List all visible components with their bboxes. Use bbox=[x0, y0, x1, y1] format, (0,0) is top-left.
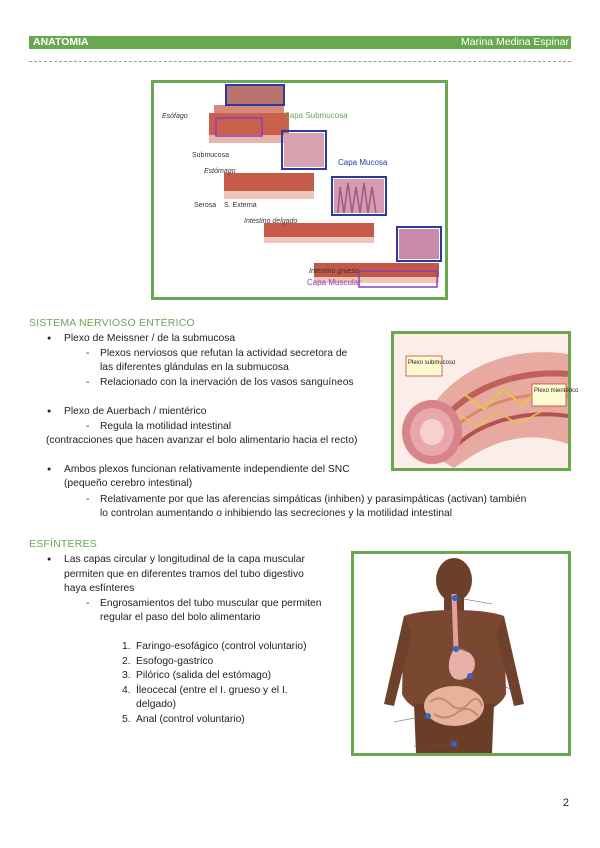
list-item: 3. Pilórico (salida del estómago) bbox=[122, 670, 272, 681]
bullet-capas: ● Las capas circular y longitudinal de la capa muscular bbox=[64, 553, 305, 567]
list-item: 2. Esofogo-gastrico bbox=[122, 655, 214, 667]
label-esofago: Esófago bbox=[162, 113, 188, 120]
digestive-layers-figure bbox=[151, 80, 448, 300]
label-submucosa: Submucosa bbox=[192, 152, 229, 159]
plexos-snc-line2: (pequeño cerebro intestinal) bbox=[64, 478, 193, 489]
enteric-plexus-figure bbox=[391, 331, 579, 471]
plexos-detail-1b: lo controlan aumentando o inhibiendo las secreciones y la motilidad intestinal bbox=[100, 508, 453, 519]
page-number: 2 bbox=[562, 797, 569, 809]
header-author: Marina Medina Espinar bbox=[461, 36, 569, 48]
plexos-detail-1a: - Relativamente por que las aferencias simpáticas (inhiben) y parasimpáticas (activan) también bbox=[100, 493, 526, 507]
list-item: 4. Íleocecal (entre el I. grueso y el I. bbox=[122, 684, 288, 696]
list-item: delgado) bbox=[136, 699, 177, 710]
list-item: 5. Anal (control voluntario) bbox=[122, 713, 245, 725]
meissner-detail-1b: las diferentes glándulas en la submucosa bbox=[100, 362, 289, 373]
label-serosa: Serosa bbox=[194, 202, 217, 209]
bullet-meissner: ● Plexo de Meissner / de la submucosa bbox=[64, 332, 235, 346]
section-title-esfinteres: ESFÍNTERES bbox=[29, 538, 97, 550]
label-estomago: Estómago bbox=[204, 168, 236, 175]
torso-illustration bbox=[354, 554, 568, 753]
meissner-detail-1a: - Plexos nerviosos que refutan la actividad secretora de bbox=[100, 347, 347, 361]
section-title-enteric: SISTEMA NERVIOSO ENTÉRICO bbox=[29, 317, 195, 329]
auerbach-note: (contracciones que hacen avanzar el bolo alimentario hacia el recto) bbox=[46, 435, 358, 446]
engrosamientos-line2: regular el paso del bolo alimentario bbox=[100, 612, 261, 623]
capas-line3: haya esfínteres bbox=[64, 583, 135, 594]
plexus-illustration bbox=[394, 334, 579, 468]
meissner-detail-2: - Relacionado con la inervación de los vasos sanguíneos bbox=[100, 376, 354, 390]
bullet-auerbach: ● Plexo de Auerbach / mientérico bbox=[64, 405, 207, 419]
list-item: 1. Faringo-esofágico (control voluntario) bbox=[122, 641, 307, 652]
sphincter-list bbox=[122, 640, 307, 727]
auerbach-detail-1: - Regula la motilidad intestinal bbox=[100, 420, 231, 434]
label-intestino-delgado: Intestino delgado bbox=[244, 218, 298, 225]
label-s-externa: S. Externa bbox=[224, 202, 257, 209]
label-capa-muscular: Capa Muscular bbox=[307, 278, 361, 287]
capas-line2: permiten que en diferentes tramos del tubo digestivo bbox=[64, 569, 304, 580]
engrosamientos-line1: - Engrosamientos del tubo muscular que permiten bbox=[100, 597, 322, 611]
label-intestino-grueso: Intestino grueso bbox=[309, 268, 359, 275]
label-plexo-submucoso: Plexo submucoso bbox=[408, 360, 456, 366]
sphincters-figure bbox=[351, 551, 571, 756]
label-capa-submucosa: Capa Submucosa bbox=[284, 111, 348, 120]
label-plexo-mienterico: Plexo mientérico bbox=[534, 388, 579, 394]
label-capa-mucosa: Capa Mucosa bbox=[338, 158, 388, 167]
page-header bbox=[29, 36, 571, 49]
header-divider bbox=[29, 61, 571, 62]
header-subject: ANATOMIA bbox=[33, 36, 89, 48]
bullet-plexos-snc: ● Ambos plexos funcionan relativamente independiente del SNC bbox=[64, 463, 350, 477]
layers-illustration bbox=[154, 83, 445, 297]
